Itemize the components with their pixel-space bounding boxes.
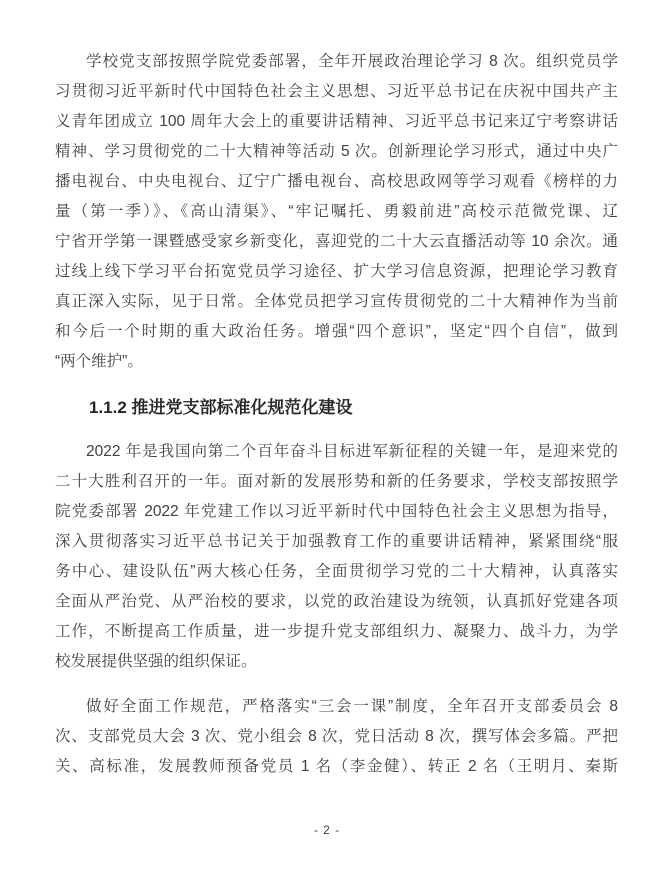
- text-line: 院党委部署 2022 年党建工作以习近平新时代中国特色社会主义思想为指导，: [55, 503, 618, 520]
- text-line: 二十大胜利召开的一年。面对新的发展形势和新的任务要求，学校支部按照学: [55, 473, 618, 490]
- paragraph: [55, 692, 618, 782]
- text-line: 习贯彻习近平新时代中国特色社会主义思想、习近平总书记在庆祝中国共产主: [55, 83, 618, 100]
- text-line: 义青年团成立 100 周年大会上的重要讲话精神、习近平总书记来辽宁考察讲话: [55, 113, 618, 130]
- text-line: 宁省开学第一课暨感受家乡新变化，喜迎党的二十大云直播活动等 10 余次。通: [55, 233, 618, 250]
- text-line: 做好全面工作规范，严格落实“三会一课”制度，全年召开支部委员会 8: [86, 698, 618, 715]
- text-line: 关、高标准，发展教师预备党员 1 名（李金健）、转正 2 名（王明月、秦斯: [55, 758, 618, 775]
- text-line: 工作，不断提高工作质量，进一步提升党支部组织力、凝聚力、战斗力，为学: [55, 623, 618, 640]
- text-line: 过线上线下学习平台拓宽党员学习途径、扩大学习信息资源，把理论学习教育: [55, 263, 618, 280]
- text-line: 务中心、建设队伍”两大核心任务，全面贯彻学习党的二十大精神，认真落实: [55, 563, 618, 580]
- paragraph: [55, 437, 618, 677]
- text-line: 全面从严治党、从严治校的要求，以党的政治建设为统领，认真抓好党建各项: [55, 593, 618, 610]
- section-heading: 1.1.2 推进党支部标准化规范化建设: [89, 398, 353, 417]
- paragraph: [55, 47, 618, 377]
- text-line: 深入贯彻落实习近平总书记关于加强教育工作的重要讲话精神，紧紧围绕“服: [55, 533, 618, 550]
- text-line: “两个维护”。: [55, 353, 143, 370]
- text-line: 真正深入实际，见于日常。全体党员把学习宣传贯彻党的二十大精神作为当前: [55, 293, 618, 310]
- page-number: - 2 -: [313, 823, 341, 837]
- text-line: 次、支部党员大会 3 次、党小组会 8 次，党日活动 8 次，撰写体会多篇。严把: [55, 728, 618, 745]
- text-line: 校发展提供坚强的组织保证。: [55, 653, 257, 670]
- text-line: 量（第一季）》、《高山清渠》、“牢记嘱托、勇毅前进”高校示范微党课、辽: [55, 203, 618, 220]
- document-content: [55, 47, 618, 782]
- text-line: 和今后一个时期的重大政治任务。增强“四个意识”，坚定“四个自信”，做到: [55, 323, 618, 340]
- text-line: 播电视台、中央电视台、辽宁广播电视台、高校思政网等学习观看《榜样的力: [55, 173, 618, 190]
- text-line: 学校党支部按照学院党委部署，全年开展政治理论学习 8 次。组织党员学: [86, 53, 618, 70]
- text-line: 精神、学习贯彻党的二十大精神等活动 5 次。创新理论学习形式，通过中央广: [55, 143, 618, 160]
- text-line: 2022 年是我国向第二个百年奋斗目标进军新征程的关键一年，是迎来党的: [86, 443, 618, 460]
- page-footer: [0, 820, 654, 840]
